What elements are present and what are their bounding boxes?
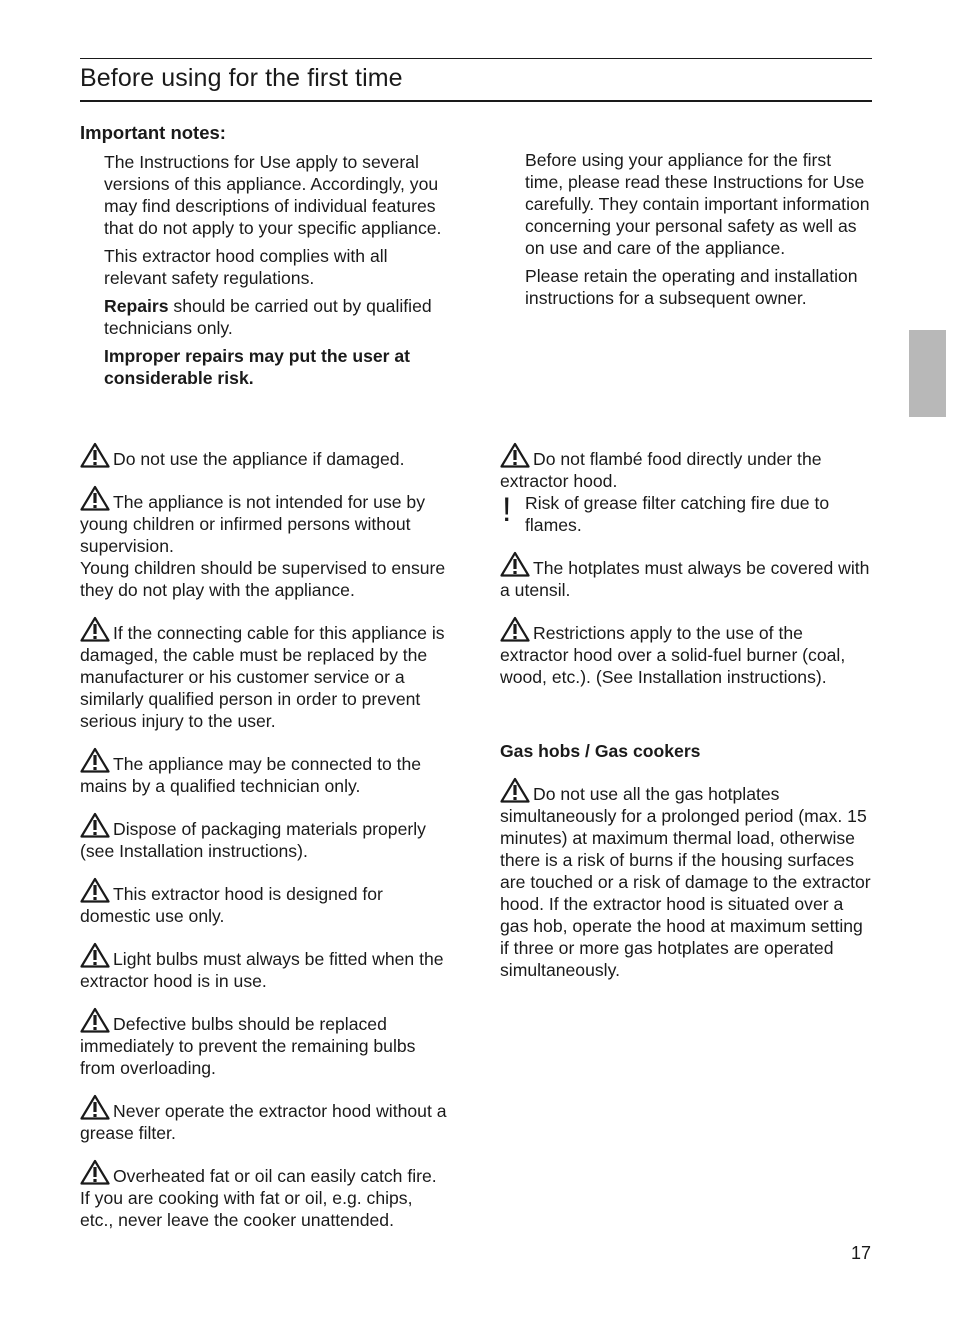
warning-text: The appliance is not intended for use by young children or infirmed persons without supervision.	[80, 492, 426, 556]
warning-triangle-icon	[80, 1094, 110, 1120]
page-title: Before using for the first time	[80, 64, 403, 92]
caution-note	[500, 492, 872, 536]
warning-triangle-icon	[80, 747, 110, 773]
warning-triangle-icon	[80, 616, 110, 642]
header-rule-bottom	[80, 100, 872, 102]
warning-text: The hotplates must always be covered with a utensil.	[500, 558, 870, 600]
header-rule-top	[80, 58, 872, 59]
warning-triangle-icon	[500, 777, 530, 803]
warning-item	[80, 1094, 450, 1144]
warning-item	[80, 485, 450, 601]
warnings-left-column	[80, 442, 450, 1246]
warning-item	[80, 1007, 450, 1079]
notes-paragraph: The Instructions for Use apply to several versions of this appliance. Accordingly, you may find descriptions of individual features that do not apply to your specific appliance.	[104, 152, 442, 238]
notes-paragraph: This extractor hood complies with all relevant safety regulations.	[104, 246, 388, 288]
warning-triangle-icon	[80, 485, 110, 511]
warning-triangle-icon	[500, 616, 530, 642]
exclamation-mark-icon: !	[502, 491, 512, 529]
warning-item	[500, 551, 872, 601]
warning-text: Overheated fat or oil can easily catch fire.	[113, 1166, 437, 1186]
warning-text: Do not use the appliance if damaged.	[113, 449, 405, 469]
warning-text: Do not use all the gas hotplates simultaneously for a prolonged period (max. 15 minutes) at maximum thermal load, otherwise there is a risk of burns if the housing surfaces are touched or a risk of damage to the extractor hood. If the extractor hood is situated over a gas hob, operate the hood at maximum setting if three or more gas hotplates are operated simultaneously.	[500, 784, 871, 980]
warning-item	[80, 747, 450, 797]
notes-paragraph: Before using your appliance for the first time, please read these Instructions for Use carefully. They contain important information concerning your personal safety as well as on use and care of the appliance.	[525, 150, 870, 258]
warning-triangle-icon	[80, 877, 110, 903]
repairs-rest: should be carried out by qualified technicians only.	[104, 296, 432, 338]
important-notes-heading: Important notes:	[80, 122, 226, 143]
warning-text: Light bulbs must always be fitted when the extractor hood is in use.	[80, 949, 444, 991]
warning-triangle-icon	[80, 1159, 110, 1185]
warning-triangle-icon	[500, 551, 530, 577]
warning-text: Never operate the extractor hood without a grease filter.	[80, 1101, 447, 1143]
improper-repairs-warning: Improper repairs may put the user at considerable risk.	[104, 346, 411, 388]
warning-extra-text: If you are cooking with fat or oil, e.g. chips, etc., never leave the cooker unattended.	[80, 1188, 413, 1230]
warning-text: This extractor hood is designed for domestic use only.	[80, 884, 383, 926]
warning-text: Defective bulbs should be replaced immediately to prevent the remaining bulbs from overloading.	[80, 1014, 416, 1078]
warning-item	[80, 877, 450, 927]
warning-triangle-icon	[80, 812, 110, 838]
warning-text: The appliance may be connected to the mains by a qualified technician only.	[80, 754, 422, 796]
warning-item	[80, 1159, 450, 1231]
page-number: 17	[851, 1243, 872, 1263]
warning-triangle-icon	[500, 442, 530, 468]
notes-paragraph: Please retain the operating and installation instructions for a subsequent owner.	[525, 266, 858, 308]
important-notes-right	[525, 149, 870, 315]
warning-item	[500, 777, 872, 981]
warnings-right-column	[500, 442, 872, 703]
repairs-paragraph	[104, 295, 449, 339]
warning-triangle-icon	[80, 1007, 110, 1033]
warning-extra-text: Young children should be supervised to ensure they do not play with the appliance.	[80, 558, 446, 600]
warning-text: Do not flambé food directly under the extractor hood.	[500, 449, 822, 491]
gas-section	[500, 740, 872, 996]
section-tab-marker	[909, 330, 946, 417]
warning-item	[80, 442, 450, 470]
warning-item	[500, 616, 872, 688]
warning-item	[80, 942, 450, 992]
warning-item	[80, 812, 450, 862]
warning-text: Dispose of packaging materials properly (see Installation instructions).	[80, 819, 426, 861]
warning-text: If the connecting cable for this appliance is damaged, the cable must be replaced by the manufacturer or his customer service or a similarly qualified person in order to prevent serious injury to the user.	[80, 623, 445, 731]
caution-text: Risk of grease filter catching fire due to flames.	[525, 493, 830, 535]
warning-triangle-icon	[80, 942, 110, 968]
repairs-bold: Repairs	[104, 296, 169, 316]
warning-triangle-icon	[80, 442, 110, 468]
important-notes-left	[104, 151, 449, 395]
warning-item	[80, 616, 450, 732]
gas-heading: Gas hobs / Gas cookers	[500, 741, 701, 761]
warning-text: Restrictions apply to the use of the extractor hood over a solid-fuel burner (coal, wood, etc.). (See Installation instructions).	[500, 623, 846, 687]
warning-item	[500, 442, 872, 492]
